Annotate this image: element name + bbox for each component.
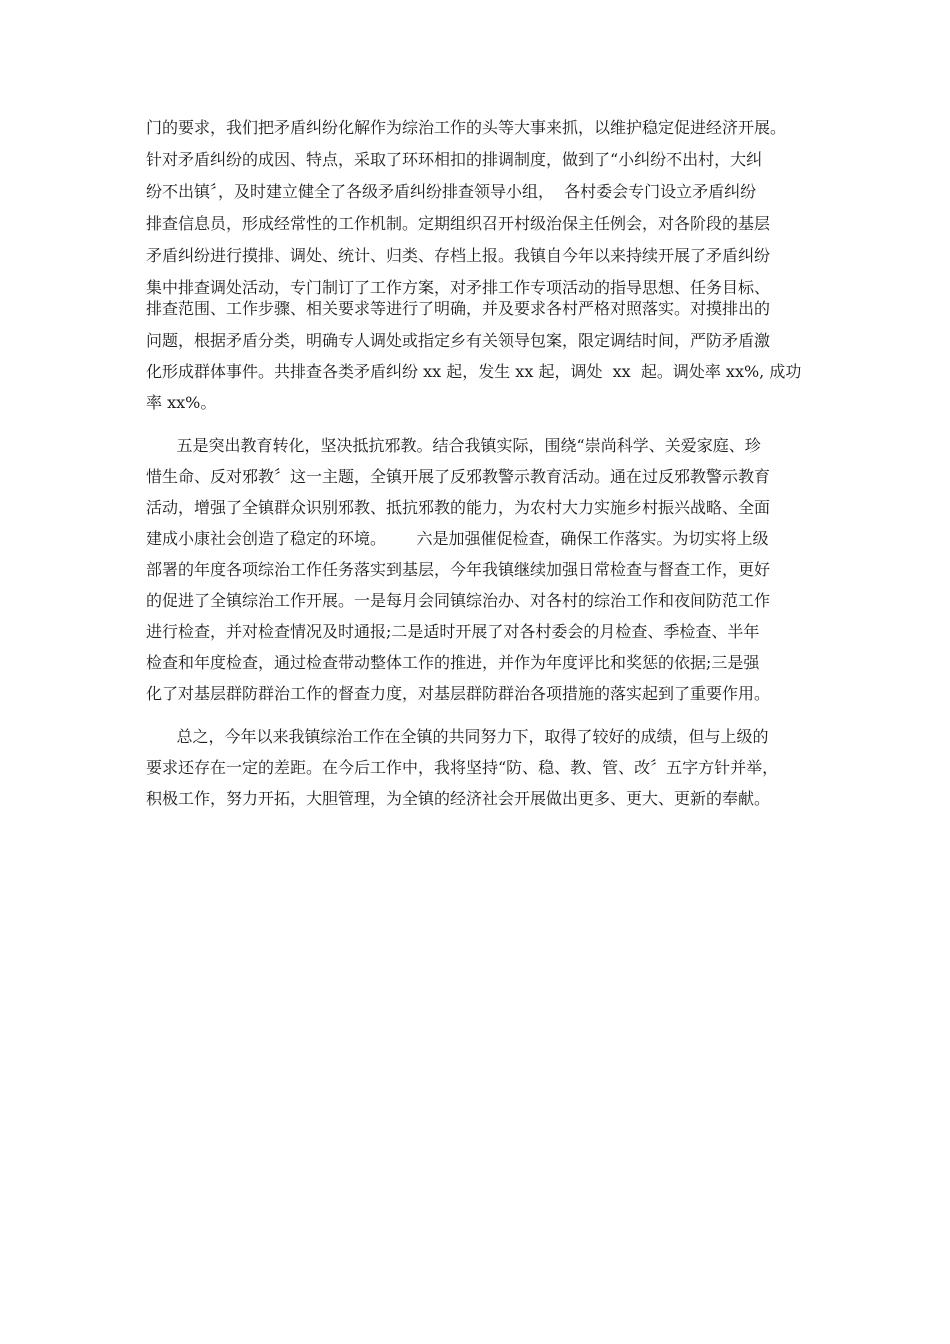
paragraph-2-line-3: 活动，增强了全镇群众识别邪教、抵抗邪教的能力，为农村大力实施乡村振兴战略、全面 — [146, 498, 771, 517]
paragraph-3-line-2: 要求还存在一定的差距。在今后工作中，我将坚持“防、稳、教、管、改〞五字方针并举， — [146, 758, 779, 777]
paragraph-1-line-1: 门的要求，我们把矛盾纠纷化解作为综治工作的头等大事来抓，以维护稳定促进经济开展。 — [146, 118, 787, 137]
paragraph-2-line-1: 五是突出教育转化，坚决抵抗邪教。结合我镇实际，围绕“崇尚科学、关爱家庭、珍 — [146, 436, 761, 455]
paragraph-2-line-6: 的促进了全镇综治工作开展。一是每月会同镇综治办、对各村的综治工作和夜间防范工作 — [146, 591, 771, 610]
paragraph-2-line-4: 建成小康社会创造了稳定的环境。 六是加强催促检查，确保工作落实。为切实将上级 — [146, 529, 769, 548]
paragraph-2-line-2: 惜生命、反对邪教〞这一主题，全镇开展了反邪教警示教育活动。通在过反邪教警示教育 — [146, 467, 771, 486]
paragraph-1-line-2: 针对矛盾纠纷的成因、特点，采取了环环相扣的排调制度，做到了“小纠纷不出村，大纠 — [146, 150, 763, 169]
paragraph-1-line-9: 化形成群体事件。共排查各类矛盾纠纷 xx 起，发生 xx 起，调处 xx 起。调处率 xx%, 成功 — [146, 362, 802, 381]
paragraph-3-line-3: 积极工作，努力开拓，大胆管理，为全镇的经济社会开展做出更多、更大、更新的奉献。 — [146, 789, 771, 808]
paragraph-2-line-8: 检查和年度检查，通过检查带动整体工作的推进，并作为年度评比和奖惩的依据;三是强 — [146, 653, 760, 672]
paragraph-1-line-5: 矛盾纠纷进行摸排、调处、统计、归类、存档上报。我镇自今年以来持续开展了矛盾纠纷 — [146, 246, 771, 265]
paragraph-1-line-3: 纷不出镇〞，及时建立健全了各级矛盾纠纷排查领导小组， 各村委会专门设立矛盾纠纷 — [146, 182, 757, 201]
paragraph-1-line-7: 排查范围、工作步骤、相关要求等进行了明确，并及要求各村严格对照落实。对摸排出的 — [146, 299, 771, 318]
paragraph-1-line-10: 率 xx%。 — [146, 393, 217, 412]
paragraph-1-line-8: 问题，根据矛盾分类，明确专人调处或指定乡有关领导包案，限定调结时间，严防矛盾激 — [146, 331, 771, 350]
paragraph-2-line-5: 部署的年度各项综治工作任务落实到基层，今年我镇继续加强日常检查与督查工作，更好 — [146, 560, 771, 579]
paragraph-1-line-4: 排查信息员，形成经常性的工作机制。定期组织召开村级治保主任例会，对各阶段的基层 — [146, 214, 771, 233]
paragraph-2-line-9: 化了对基层群防群治工作的督查力度，对基层群防群治各项措施的落实起到了重要作用。 — [146, 684, 771, 703]
paragraph-3-line-1: 总之，今年以来我镇综治工作在全镇的共同努力下，取得了较好的成绩，但与上级的 — [146, 727, 769, 746]
paragraph-2-line-7: 进行检查，并对检查情况及时通报;二是适时开展了对各村委会的月检查、季检查、半年 — [146, 622, 760, 641]
paragraph-1-line-6: 集中排查调处活动，专门制订了工作方案，对矛排工作专项活动的指导思想、任务目标、 — [146, 278, 771, 297]
